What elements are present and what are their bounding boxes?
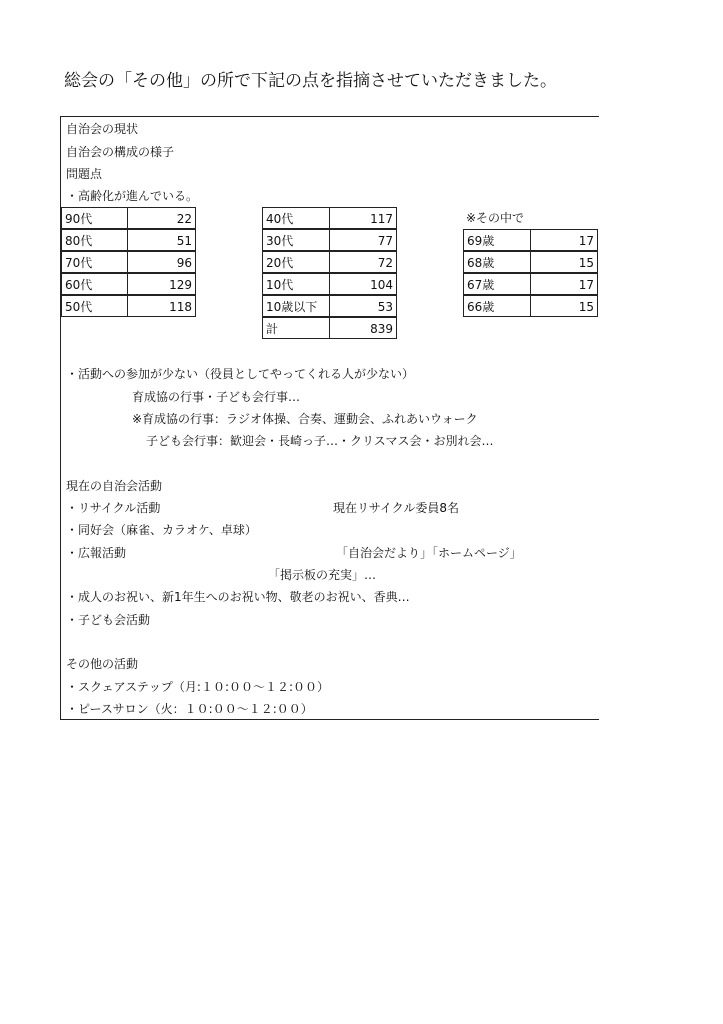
count-cell: 53: [329, 295, 397, 317]
pr-note: 「自治会だより」「ホームページ」: [336, 546, 522, 560]
problems-label: 問題点: [66, 167, 103, 181]
problem-participation: ・活動への参加が少ない（役員としてやってくれる人が少ない）: [66, 367, 415, 381]
age-cell: 60代: [61, 273, 128, 295]
age-cell: 30代: [262, 229, 330, 251]
activity-square-step: ・スクェアステップ（月:１０:００～１２:００）: [66, 680, 330, 694]
age-cell: 69歳: [463, 229, 531, 251]
count-cell: 17: [530, 273, 598, 295]
total-label-cell: 計: [262, 317, 330, 339]
kodomokai-note: 子ども会行事：歓迎会・長崎っ子…・クリスマス会・お別れ会…: [146, 434, 494, 448]
activity-pr: ・広報活動: [66, 546, 127, 560]
age-cell: 10代: [262, 273, 330, 295]
age-cell: 80代: [61, 229, 128, 251]
activity-recycle: ・リサイクル活動: [66, 501, 161, 515]
count-cell: 118: [127, 295, 196, 317]
activity-kodomo: ・子ども会活動: [66, 613, 151, 627]
count-cell: 15: [530, 251, 598, 273]
activity-celebration: ・成人のお祝い、新1年生へのお祝い物、敬老のお祝い、香典…: [66, 590, 410, 604]
count-cell: 15: [530, 295, 598, 317]
age-cell: 40代: [262, 207, 330, 229]
ikuseikyo-note: ※育成協の行事：ラジオ体操、合奏、運動会、ふれあいウォーク: [132, 412, 478, 426]
age-cell: 68歳: [463, 251, 531, 273]
count-cell: 72: [329, 251, 397, 273]
recycle-note: 現在リサイクル委員8名: [333, 501, 459, 515]
age-cell: 10歳以下: [262, 295, 330, 317]
count-cell: 51: [127, 229, 196, 251]
count-cell: 17: [530, 229, 598, 251]
age-cell: 70代: [61, 251, 128, 273]
page-heading: 総会の「その他」の所で下記の点を指摘させていただきました。: [64, 71, 557, 91]
section-status: 自治会の現状: [66, 122, 139, 136]
pr-note-2: 「掲示板の充実」…: [268, 568, 377, 582]
count-cell: 129: [127, 273, 196, 295]
age-cell: 20代: [262, 251, 330, 273]
sub-table-title: ※その中で: [466, 211, 525, 225]
current-activities-title: 現在の自治会活動: [66, 479, 163, 493]
problem-events: 育成協の行事・子ども会行事…: [132, 390, 301, 404]
count-cell: 96: [127, 251, 196, 273]
count-cell: 77: [329, 229, 397, 251]
total-count-cell: 839: [329, 317, 397, 339]
count-cell: 104: [329, 273, 397, 295]
problem-aging: ・高齢化が進んでいる。: [66, 189, 199, 203]
count-cell: 22: [127, 207, 196, 229]
age-cell: 66歳: [463, 295, 531, 317]
other-activities-title: その他の活動: [66, 657, 139, 671]
activity-peace-salon: ・ピースサロン（火：１０:００～１２:００）: [66, 702, 313, 716]
age-cell: 50代: [61, 295, 128, 317]
age-cell: 90代: [61, 207, 128, 229]
activity-club: ・同好会（麻雀、カラオケ、卓球）: [66, 523, 257, 537]
age-cell: 67歳: [463, 273, 531, 295]
section-structure: 自治会の構成の様子: [66, 145, 175, 159]
count-cell: 117: [329, 207, 397, 229]
